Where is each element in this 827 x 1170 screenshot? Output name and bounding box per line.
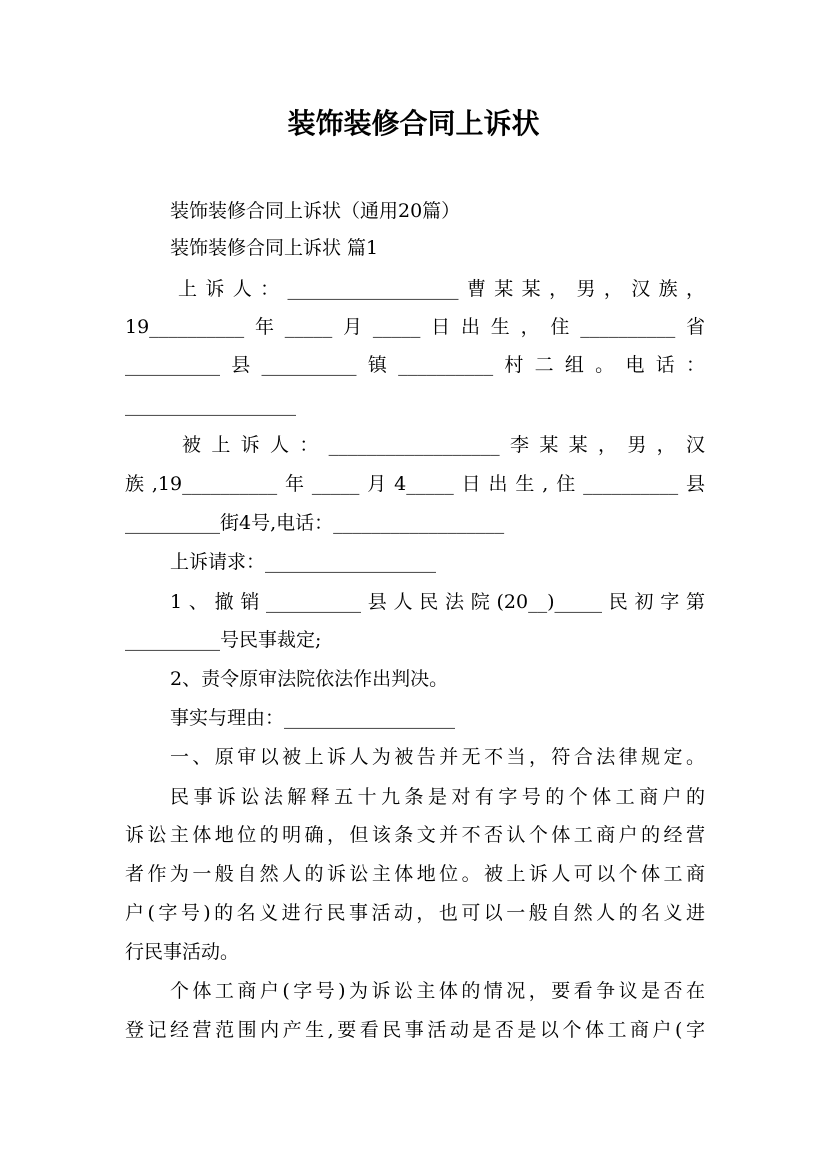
facts-label: 事实与理由：__________________ [170,707,456,729]
paragraph-line: 户(字号)的名义进行民事活动，也可以一般自然人的名义进 [125,902,705,924]
document-title: 装饰装修合同上诉状 [287,107,540,140]
request-item-2: 2、责令原审法院依法作出判决。 [170,668,449,690]
appellant-birth-line: 19__________年_____月_____日出生，住__________省 [125,316,705,338]
paragraph-line: 个体工商户(字号)为诉讼主体的情况，要看争议是否在 [170,980,705,1002]
request-item-1: 1、撤销__________县人民法院(20__)_____民初字第 [170,591,705,613]
paragraph-line: 者作为一般自然人的诉讼主体地位。被上诉人可以个体工商 [125,863,705,885]
appellee-line: 被上诉人：__________________李某某，男，汉 [182,434,705,456]
request-item-1-cont: __________号民事裁定; [125,629,322,651]
subtitle-line: 装饰装修合同上诉状（通用20篇） [170,200,461,222]
appellant-phone-line: __________________ [125,394,296,416]
paragraph-line: 诉讼主体地位的明确，但该条文并不否认个体工商户的经营 [125,824,705,846]
appellee-address-line: __________街4号,电话：__________________ [125,512,505,534]
paragraph-line: 民事诉讼法解释五十九条是对有字号的个体工商户的 [170,786,705,808]
paragraph-line: 登记经营范围内产生,要看民事活动是否是以个体工商户(字 [125,1019,705,1041]
paragraph-line: 一、原审以被上诉人为被告并无不当，符合法律规定。 [170,746,705,768]
section-heading: 装饰装修合同上诉状 篇1 [170,237,379,259]
paragraph-line: 行民事活动。 [125,941,240,963]
appeal-request-label: 上诉请求：__________________ [170,551,437,573]
appellant-address-line: __________县__________镇__________村二组。电话： [125,354,705,376]
appellant-line: 上诉人：__________________曹某某，男，汉族， [178,278,705,300]
appellee-birth-line: 族,19__________年_____月4_____日出生,住__________县 [125,473,705,495]
